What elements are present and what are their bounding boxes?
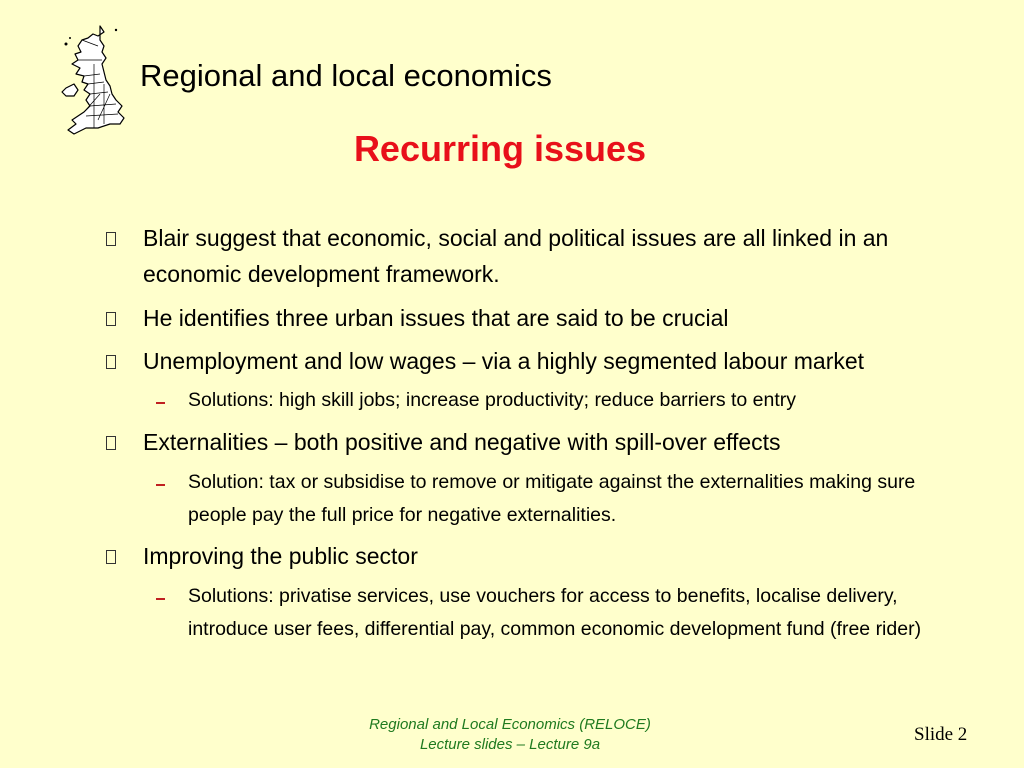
footer-course-title: Regional and Local Economics (RELOCE) xyxy=(369,716,651,733)
bullet-item: Blair suggest that economic, social and political issues are all linked in an economic development framework. xyxy=(143,225,889,287)
footer-lecture: Lecture slides – Lecture 9a xyxy=(419,736,601,753)
bullet-marker-icon xyxy=(106,312,116,326)
header-title: Regional and local economics xyxy=(140,58,552,93)
sub-bullet-item: Solutions: high skill jobs; increase productivity; reduce barriers to entry xyxy=(188,389,797,411)
uk-map-icon xyxy=(60,24,128,138)
bullet-marker-icon xyxy=(106,436,116,450)
dash-marker-icon xyxy=(156,484,165,486)
bullet-item: Externalities – both positive and negative with spill-over effects xyxy=(143,429,781,455)
sub-bullet-item: Solutions: privatise services, use vouchers for access to benefits, localise delivery, introduce user fees, differential pay, common economic development fund (free rider) xyxy=(188,585,922,640)
bullet-item: Unemployment and low wages – via a highly segmented labour market xyxy=(143,348,865,374)
dash-marker-icon xyxy=(156,598,165,600)
slide-number: Slide 2 xyxy=(914,724,968,745)
bullet-marker-icon xyxy=(106,550,116,564)
sub-bullet-item: Solution: tax or subsidise to remove or mitigate against the externalities making sure people pay the full price for negative externalities. xyxy=(188,471,916,526)
bullet-marker-icon xyxy=(106,232,116,246)
bullet-marker-icon xyxy=(106,355,116,369)
footer-course xyxy=(310,715,710,755)
bullet-item: Improving the public sector xyxy=(143,543,418,569)
dash-marker-icon xyxy=(156,402,165,404)
slide-title: Recurring issues xyxy=(353,128,647,169)
bullet-item: He identifies three urban issues that are said to be crucial xyxy=(143,305,729,331)
